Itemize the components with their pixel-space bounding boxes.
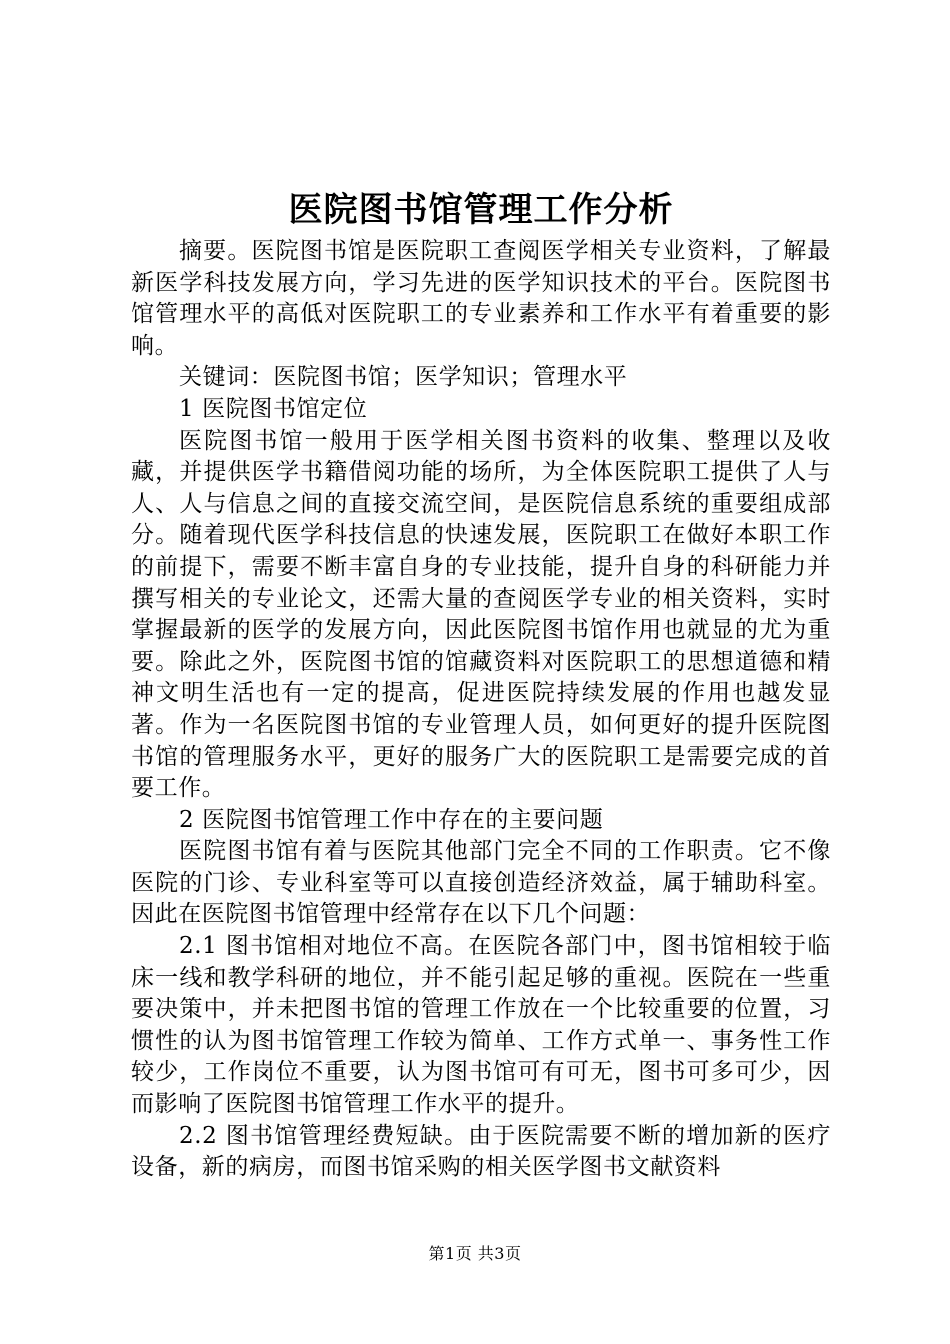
document-title: 医院图书馆管理工作分析 [288, 190, 674, 230]
document-body [131, 186, 831, 1184]
section-1-heading: 1 医院图书馆定位 [179, 395, 368, 422]
section-2-2-paragraph: 2.2 图书馆管理经费短缺。由于医院需要不断的增加新的医疗设备，新的病房，而图书馆采购的相关医学图书文献资料 [131, 1122, 831, 1181]
section-2-1-paragraph: 2.1 图书馆相对地位不高。在医院各部门中，图书馆相较于临床一线和教学科研的地位，并不能引起足够的重视。医院在一些重要决策中，并未把图书馆的管理工作放在一个比较重要的位置，习惯性的认为图书馆管理工作较为简单、工作方式单一、事务性工作较少，工作岗位不重要，认为图书馆可有可无，图书可多可少，因而影响了医院图书馆管理工作水平的提升。 [131, 933, 831, 1118]
section-1-paragraph: 医院图书馆一般用于医学相关图书资料的收集、整理以及收藏，并提供医学书籍借阅功能的场所，为全体医院职工提供了人与人、人与信息之间的直接交流空间，是医院信息系统的重要组成部分。随着现代医学科技信息的快速发展，医院职工在做好本职工作的前提下，需要不断丰富自身的专业技能，提升自身的科研能力并撰写相关的专业论文，还需大量的查阅医学专业的相关资料，实时掌握最新的医学的发展方向，因此医院图书馆作用也就显的尤为重要。除此之外，医院图书馆的馆藏资料对医院职工的思想道德和精神文明生活也有一定的提高，促进医院持续发展的作用也越发显著。作为一名医院图书馆的专业管理人员，如何更好的提升医院图书馆的管理服务水平，更好的服务广大的医院职工是需要完成的首要工作。 [131, 427, 831, 802]
keywords-line: 关键词：医院图书馆；医学知识；管理水平 [179, 364, 628, 391]
abstract-paragraph: 摘要。医院图书馆是医院职工查阅医学相关专业资料，了解最新医学科技发展方向，学习先进的医学知识技术的平台。医院图书馆管理水平的高低对医院职工的专业素养和工作水平有着重要的影响。 [131, 238, 831, 359]
page-footer: 第1页 共3页 [428, 1244, 522, 1263]
section-2-heading: 2 医院图书馆管理工作中存在的主要问题 [179, 806, 604, 833]
section-2-paragraph: 医院图书馆有着与医院其他部门完全不同的工作职责。它不像医院的门诊、专业科室等可以直接创造经济效益，属于辅助科室。因此在医院图书馆管理中经常存在以下几个问题： [131, 838, 831, 928]
